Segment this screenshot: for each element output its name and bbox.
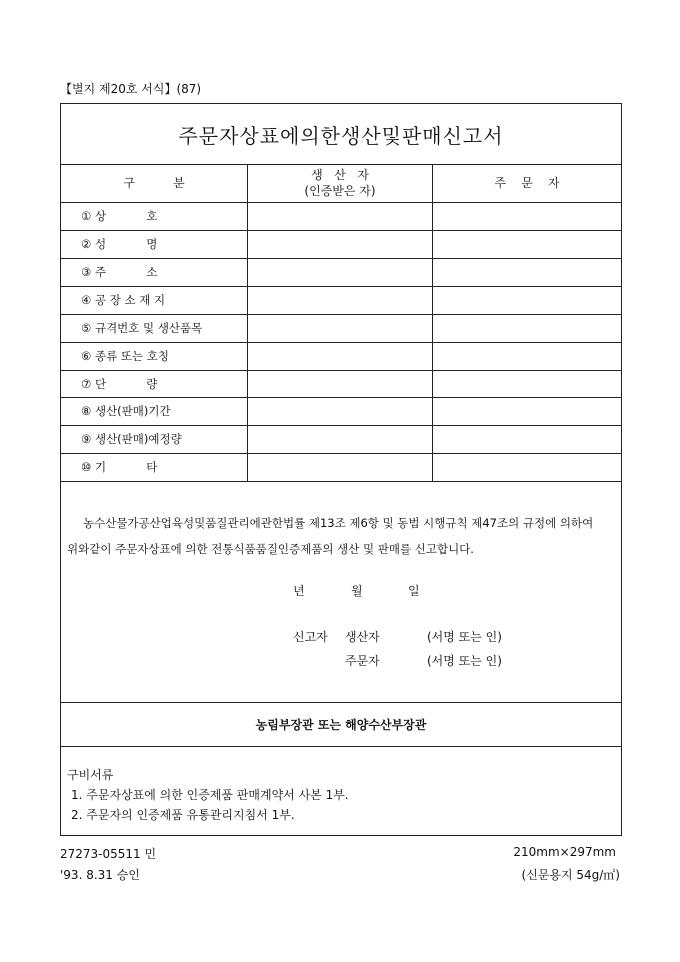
- header-category: 구 분: [123, 176, 185, 190]
- orderer-field[interactable]: [433, 371, 621, 398]
- date-month: 월: [351, 584, 363, 598]
- orderer-field[interactable]: [433, 259, 621, 286]
- row-label: ⑥ 종류 또는 호칭: [81, 349, 169, 363]
- row-label: ⑧ 생산(판매)기간: [81, 404, 171, 418]
- producer-field[interactable]: [248, 203, 432, 230]
- header-producer: [248, 164, 432, 202]
- header-producer-title: 생 산 자: [311, 168, 369, 182]
- statement-line1: 농수산물가공산업육성및품질관리에관한법률 제13조 제6항 및 동법 시행규칙 제47조의 규정에 의하여: [83, 516, 594, 530]
- producer-field[interactable]: [248, 343, 432, 370]
- paper-type: (신문용지 54g/㎡): [521, 868, 620, 882]
- authority: 농림부장관 또는 해양수산부장관: [255, 717, 427, 732]
- paper-size: 210mm×297mm: [513, 845, 616, 859]
- orderer-field[interactable]: [433, 287, 621, 314]
- orderer-field[interactable]: [433, 231, 621, 258]
- statement-line2: 위와같이 주문자상표에 의한 전통식품품질인증제품의 생산 및 판매를 신고합니다.: [67, 542, 474, 556]
- row-label: ⑦ 단 량: [81, 377, 158, 391]
- signer-label: 신고자: [293, 630, 328, 644]
- attachment-item: 2. 주문자의 인증제품 유통관리지침서 1부.: [71, 808, 295, 822]
- approval-date: '93. 8.31 승인: [60, 868, 140, 882]
- row-label: ② 성 명: [81, 237, 158, 251]
- producer-field[interactable]: [248, 398, 432, 425]
- date-year: 년: [293, 584, 305, 598]
- producer-field[interactable]: [248, 287, 432, 314]
- producer-field[interactable]: [248, 259, 432, 286]
- producer-field[interactable]: [248, 315, 432, 342]
- header-orderer: 주 문 자: [494, 176, 560, 190]
- orderer-field[interactable]: [433, 426, 621, 453]
- producer-field[interactable]: [248, 371, 432, 398]
- form-label: 【별지 제20호 서식】(87): [60, 82, 202, 96]
- form-code: 27273-05511 민: [60, 847, 157, 861]
- attachments-heading: 구비서류: [67, 768, 114, 782]
- orderer-field[interactable]: [433, 315, 621, 342]
- producer-signature[interactable]: (서명 또는 인): [427, 630, 502, 644]
- producer-field[interactable]: [248, 454, 432, 481]
- orderer-signature[interactable]: (서명 또는 인): [427, 654, 502, 668]
- orderer-field[interactable]: [433, 398, 621, 425]
- orderer-field[interactable]: [433, 203, 621, 230]
- orderer-field[interactable]: [433, 454, 621, 481]
- row-label: ④ 공 장 소 재 지: [81, 293, 166, 307]
- form-table: [60, 103, 622, 836]
- producer-field[interactable]: [248, 231, 432, 258]
- row-label: ① 상 호: [81, 209, 158, 223]
- signer-producer: 생산자: [345, 630, 380, 644]
- date-day: 일: [408, 584, 420, 598]
- row-label: ⑨ 생산(판매)예정량: [81, 432, 182, 446]
- row-label: ⑤ 규격번호 및 생산품목: [81, 321, 203, 335]
- row-label: ⑩ 기 타: [81, 460, 158, 474]
- producer-field[interactable]: [248, 426, 432, 453]
- row-label: ③ 주 소: [81, 265, 158, 279]
- attachment-item: 1. 주문자상표에 의한 인증제품 판매계약서 사본 1부.: [71, 788, 349, 802]
- signer-orderer: 주문자: [345, 654, 380, 668]
- header-producer-sub: (인증받은 자): [304, 184, 376, 198]
- page-title: 주문자상표에의한생산및판매신고서: [178, 123, 504, 148]
- orderer-field[interactable]: [433, 343, 621, 370]
